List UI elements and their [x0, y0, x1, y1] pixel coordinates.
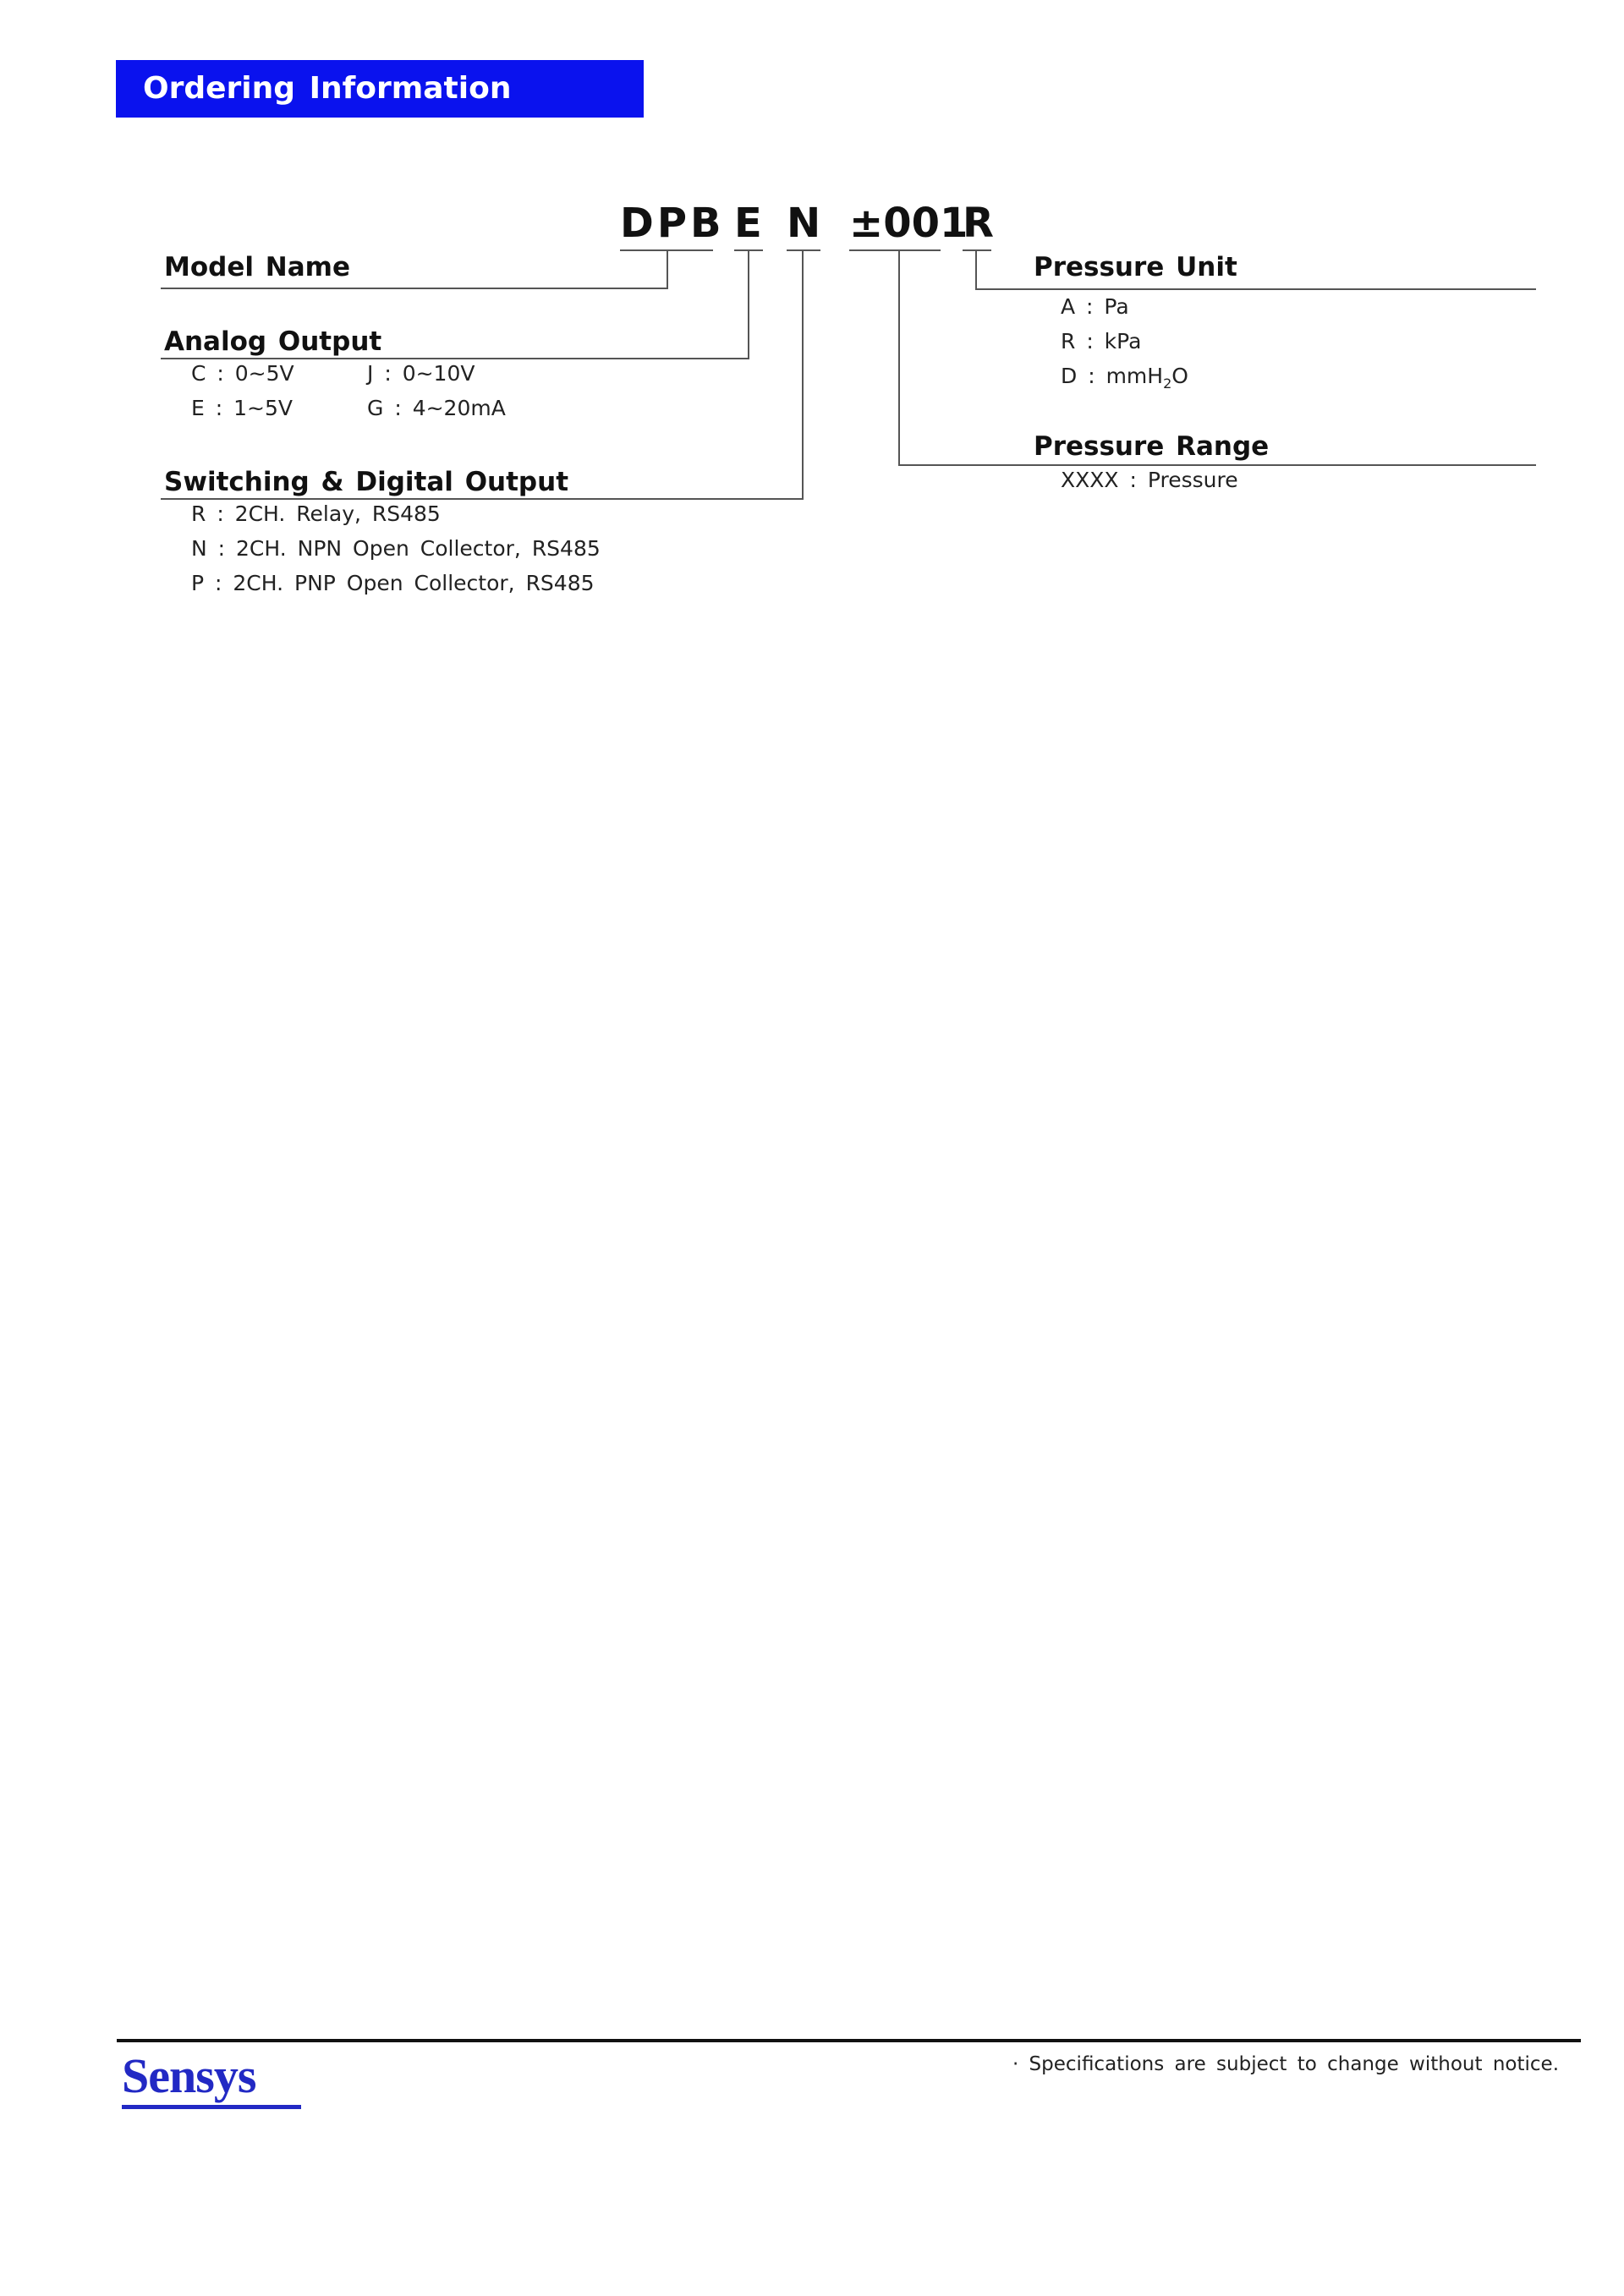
analog-option: G : 4~20mA: [367, 396, 506, 420]
switching-option: R : 2CH. Relay, RS485: [191, 501, 441, 526]
analog-option: E : 1~5V: [191, 396, 293, 420]
switching-output-heading: Switching & Digital Output: [164, 467, 569, 497]
leader-line: [667, 249, 668, 289]
logo-underline: [122, 2105, 301, 2109]
section-banner: [116, 60, 644, 118]
section-title: Ordering Information: [143, 71, 512, 106]
footer-notice: · Specifications are subject to change without notice.: [1012, 2053, 1559, 2075]
model-code-switching: N: [787, 200, 821, 247]
switching-option: P : 2CH. PNP Open Collector, RS485: [191, 571, 595, 595]
pressure-unit-option: R : kPa: [1061, 329, 1142, 353]
analog-output-heading: Analog Output: [164, 326, 382, 357]
subscript: 2: [1163, 375, 1172, 392]
code-underline: [963, 249, 991, 251]
switching-option: N : 2CH. NPN Open Collector, RS485: [191, 536, 601, 561]
pressure-range-option: XXXX : Pressure: [1061, 468, 1238, 492]
leader-line: [161, 288, 668, 289]
leader-line: [802, 249, 804, 500]
code-underline: [849, 249, 941, 251]
leader-line: [898, 249, 900, 466]
analog-option: J : 0~10V: [367, 361, 475, 386]
footer-divider: [117, 2039, 1581, 2042]
pressure-unit-option: A : Pa: [1061, 294, 1129, 319]
leader-line: [975, 249, 977, 290]
analog-option: C : 0~5V: [191, 361, 294, 386]
code-underline: [787, 249, 820, 251]
model-code-unit: R: [963, 200, 994, 247]
model-name-heading: Model Name: [164, 252, 350, 282]
sensys-logo: [122, 2050, 301, 2109]
pressure-unit-heading: Pressure Unit: [1034, 252, 1237, 282]
model-code-series: DPB: [620, 200, 725, 247]
leader-line: [975, 288, 1536, 290]
pressure-unit-option-prefix: D : mmH: [1061, 364, 1164, 388]
model-code-analog: E: [734, 200, 762, 247]
model-code-range: ±001: [849, 200, 968, 247]
leader-line: [748, 249, 749, 359]
pressure-unit-option-suffix: O: [1171, 364, 1188, 388]
pressure-unit-option: [1061, 362, 1188, 391]
pressure-range-heading: Pressure Range: [1034, 431, 1270, 462]
logo-wordmark: Sensys: [122, 2048, 256, 2103]
